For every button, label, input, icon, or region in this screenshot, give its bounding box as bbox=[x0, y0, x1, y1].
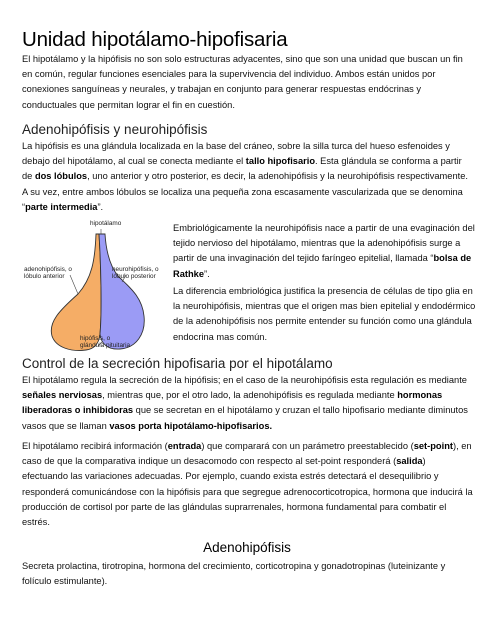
adenohypophysis-shape bbox=[51, 234, 101, 350]
label-adenohipofisis: adenohipófisis, o lóbulo anterior bbox=[24, 266, 72, 281]
section-heading-adeno-neuro: Adenohipófisis y neurohipófisis bbox=[22, 122, 208, 137]
text-run: , mientras que, por el otro lado, la adenohipófisis es regulada mediante bbox=[102, 390, 398, 401]
bold-term-tallo-hipofisario: tallo hipofisario bbox=[245, 156, 316, 167]
text-run: ”. bbox=[97, 201, 104, 212]
bold-term-set-point: set-point bbox=[413, 441, 453, 451]
text-run: que se secretan en el hipotálamo y cruzan el tallo hipofisario mediante diminutos vasos que se llaman bbox=[22, 405, 468, 431]
text-run: Embriológicamente la neurohipófisis nace a partir de una evaginación del tejido nervioso del hipotálamo, mientras que la adenohipófisis surge a partir de una invaginación del tejido faríngeo epitelial, llamada “ bbox=[173, 223, 475, 264]
intro-paragraph: El hipotálamo y la hipófisis no son solo estructuras adyacentes, sino que son una unidad que buscan un fin en común, regular funciones esenciales para la supervivencia del individuo. Ambos están unidos por conexiones sanguíneas y neurales, y trabajan en conjunto para generar respuestas endócrinas y conductuales que permitan lograr el fin en cuestión. bbox=[22, 54, 463, 110]
hipofisis-paragraph bbox=[22, 139, 474, 215]
diferencia-paragraph: La diferencia embriológica justifica la presencia de células de tipo glia en la neurohipófisis, mientras que el origen mas bien epitelial y endodérmico de la adenohipófisis nos permite entender su función como una glándula endocrina mas común. bbox=[173, 286, 476, 342]
section-heading-control: Control de la secreción hipofisaria por el hipotálamo bbox=[22, 356, 333, 371]
label-neurohipofisis: neurohipófisis, o lóbulo posterior bbox=[112, 266, 159, 281]
text-run: ) que comparará con un parámetro preestablecido ( bbox=[201, 441, 414, 451]
text-run: ), en caso de que la comparativa indique un desacomodo con respecto al set-point responderá ( bbox=[22, 441, 472, 467]
bold-term-salida: salida bbox=[396, 456, 423, 467]
regulacion-paragraph bbox=[22, 373, 474, 434]
adenohipofisis-paragraph: Secreta prolactina, tirotropina, hormona del crecimiento, corticotropina y gonadotropinas (luteinizante y folículo estimulante). bbox=[22, 561, 446, 587]
label-hipofisis: hipófisis, o glándula pituitaria bbox=[80, 335, 131, 350]
bold-term-vasos-porta: vasos porta hipotálamo-hipofisarios. bbox=[109, 420, 273, 431]
text-run: El hipotálamo recibirá información ( bbox=[22, 441, 168, 451]
set-point-paragraph bbox=[22, 439, 474, 530]
text-run: ”. bbox=[204, 268, 210, 279]
bold-term-dos-lobulos: dos lóbulos bbox=[34, 171, 88, 182]
text-run: ) efectuando las variaciones adecuadas. Por ejemplo, cuando exista estrés detectará el desequilibrio y responderá comunicándose con la hipófisis para que segregue adrenocorticotropica, hormona que inducirá la producción de cortisol por parte de las glándulas suprarrenales, hormona fundamental para combatir el estrés. bbox=[22, 456, 473, 528]
neurohypophysis-shape bbox=[99, 234, 144, 349]
text-run: , uno anterior y otro posterior, es decir, la adenohipófisis y la neurohipófisis respectivamente. A su vez, entre ambos lóbulos se localiza una pequeña zona escasamente vascularizada que se denomina “ bbox=[22, 171, 468, 212]
bold-term-parte-intermedia: parte intermedia bbox=[25, 201, 98, 212]
bold-term-bolsa-rathke: bolsa de Rathke bbox=[173, 253, 472, 279]
pituitary-diagram bbox=[22, 220, 170, 358]
section-heading-adenohipofisis: Adenohipófisis bbox=[203, 540, 291, 555]
embriologia-paragraph bbox=[173, 221, 478, 282]
text-run: . Esta glándula se conforma a partir de bbox=[22, 156, 462, 182]
bold-term-entrada: entrada bbox=[167, 441, 202, 451]
bold-term-hormonas: hormonas liberadoras o inhibidoras bbox=[22, 390, 443, 416]
label-hipotalamo: hipotálamo bbox=[90, 220, 122, 227]
text-run: El hipotálamo regula la secreción de la hipófisis; en el caso de la neurohipófisis esta regulación es mediante bbox=[22, 375, 467, 385]
bold-term-senales-nerviosas: señales nerviosas bbox=[22, 390, 103, 401]
text-run: La hipófisis es una glándula localizada en la base del cráneo, sobre la silla turca del hueso esfenoides y debajo del hipotálamo, al cual se conecta mediante el bbox=[22, 141, 450, 167]
page-title: Unidad hipotálamo-hipofisaria bbox=[22, 28, 288, 51]
